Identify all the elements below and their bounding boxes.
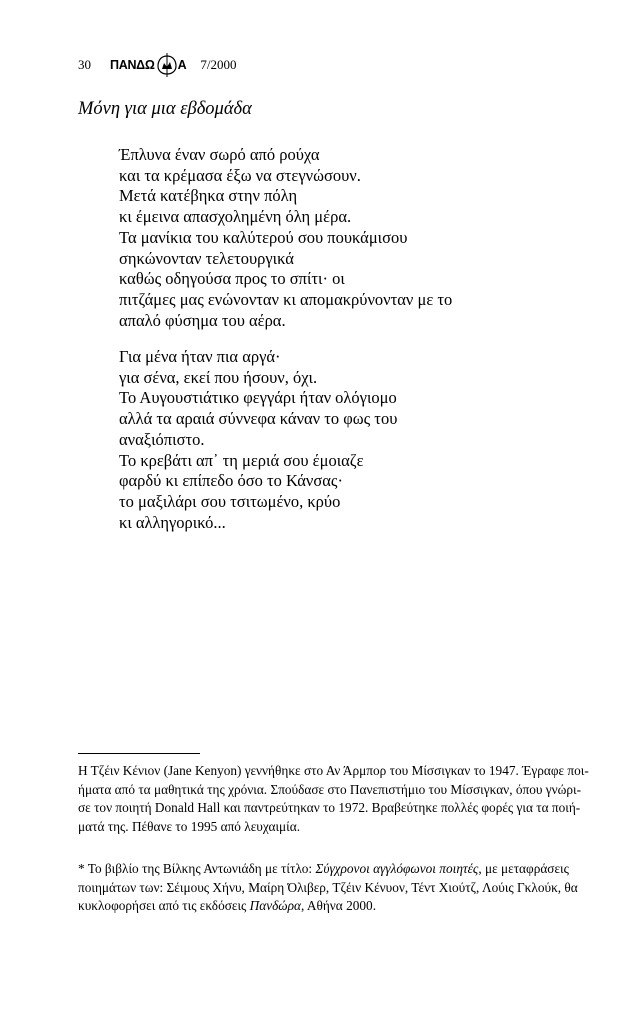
poem-line: απαλό φύσημα του αέρα. bbox=[119, 310, 286, 330]
running-header bbox=[78, 52, 236, 78]
note-line: ποιημάτων των: Σέιμους Χήνυ, Μαίρη Όλιβερ, Τζέιν Κένυον, Τέντ Χιούτζ, Λούις Γκλούκ, θα bbox=[78, 879, 578, 895]
issue-label: 7/2000 bbox=[200, 57, 237, 72]
journal-logo bbox=[110, 53, 186, 77]
poem-stanza-1 bbox=[119, 145, 452, 331]
poem-line: σηκώνονταν τελετουργικά bbox=[119, 248, 294, 268]
footnote-divider bbox=[78, 753, 200, 754]
poem-line: για σένα, εκεί που ήσουν, όχι. bbox=[119, 367, 318, 387]
logo-text-left: ΠΑΝΔΩ bbox=[110, 58, 155, 72]
poem-line: Για μένα ήταν πια αργά· bbox=[119, 347, 281, 366]
poem-line: Το κρεβάτι απ᾽ τη μεριά σου έμοιαζε bbox=[119, 450, 364, 470]
note-line bbox=[78, 897, 641, 916]
poem-stanza-2 bbox=[119, 347, 397, 533]
poem-line: αναξιόπιστο. bbox=[119, 429, 205, 449]
poem-line: Τα μανίκια του καλύτερού σου πουκάμισου bbox=[119, 227, 408, 247]
author-bio-note bbox=[78, 762, 641, 837]
note-line: ματά της. Πέθανε το 1995 από λευχαιμία. bbox=[78, 819, 301, 835]
note-line: ήματα από τα μαθητικά της χρόνια. Σπούδασε στο Πανεπιστήμιο του Μίσσιγκαν, όπου γνώρι- bbox=[78, 781, 582, 797]
logo-text-right: Α bbox=[177, 58, 187, 72]
poem-line: φαρδύ κι επίπεδο όσο το Κάνσας· bbox=[119, 471, 343, 491]
poem-title: Μόνη για μια εβδομάδα bbox=[78, 99, 252, 119]
poem-line: Το Αυγουστιάτικο φεγγάρι ήταν ολόγιομο bbox=[119, 388, 397, 408]
page-number: 30 bbox=[78, 57, 91, 72]
note-line: σε τον ποιητή Donald Hall και παντρεύτηκαν το 1972. Βραβεύτηκε πολλές φορές για τα ποιή- bbox=[78, 800, 581, 816]
poem-line: καθώς οδηγούσα προς το σπίτι· οι bbox=[119, 269, 345, 289]
poem-line: το μαξιλάρι σου τσιτωμένο, κρύο bbox=[119, 491, 341, 511]
note-text: * Το βιβλίο της Βίλκης Αντωνιάδη με τίτλο: bbox=[78, 861, 316, 876]
publisher-name: Πανδώρα bbox=[249, 898, 301, 914]
note-text: , με μεταφράσεις bbox=[478, 861, 569, 876]
poem-line: Μετά κατέβηκα στην πόλη bbox=[119, 186, 298, 206]
note-text: , Αθήνα 2000. bbox=[300, 898, 377, 914]
pandora-jar-icon bbox=[156, 53, 178, 77]
note-line bbox=[78, 860, 641, 879]
poem-line: και τα κρέμασα έξω να στεγνώσουν. bbox=[119, 165, 361, 185]
poem-line: Έπλυνα έναν σωρό από ρούχα bbox=[119, 145, 320, 164]
book-title: Σύγχρονοι αγγλόφωνοι ποιητές bbox=[315, 861, 479, 876]
poem-line: κι έμεινα απασχολημένη όλη μέρα. bbox=[119, 207, 352, 227]
poem-line: κι αλληγορικό... bbox=[119, 512, 226, 532]
poem-line: αλλά τα αραιά σύννεφα κάναν το φως του bbox=[119, 409, 398, 429]
poem-line: πιτζάμες μας ενώνονταν κι απομακρύνονταν με το bbox=[119, 289, 453, 309]
book-note bbox=[78, 860, 641, 916]
note-text: κυκλοφορήσει από τις εκδόσεις bbox=[78, 898, 250, 914]
note-line: Η Τζέιν Κένιον (Jane Kenyon) γεννήθηκε στο Αν Άρμπορ του Μίσσιγκαν το 1947. Έγραφε ποι- bbox=[78, 763, 589, 778]
